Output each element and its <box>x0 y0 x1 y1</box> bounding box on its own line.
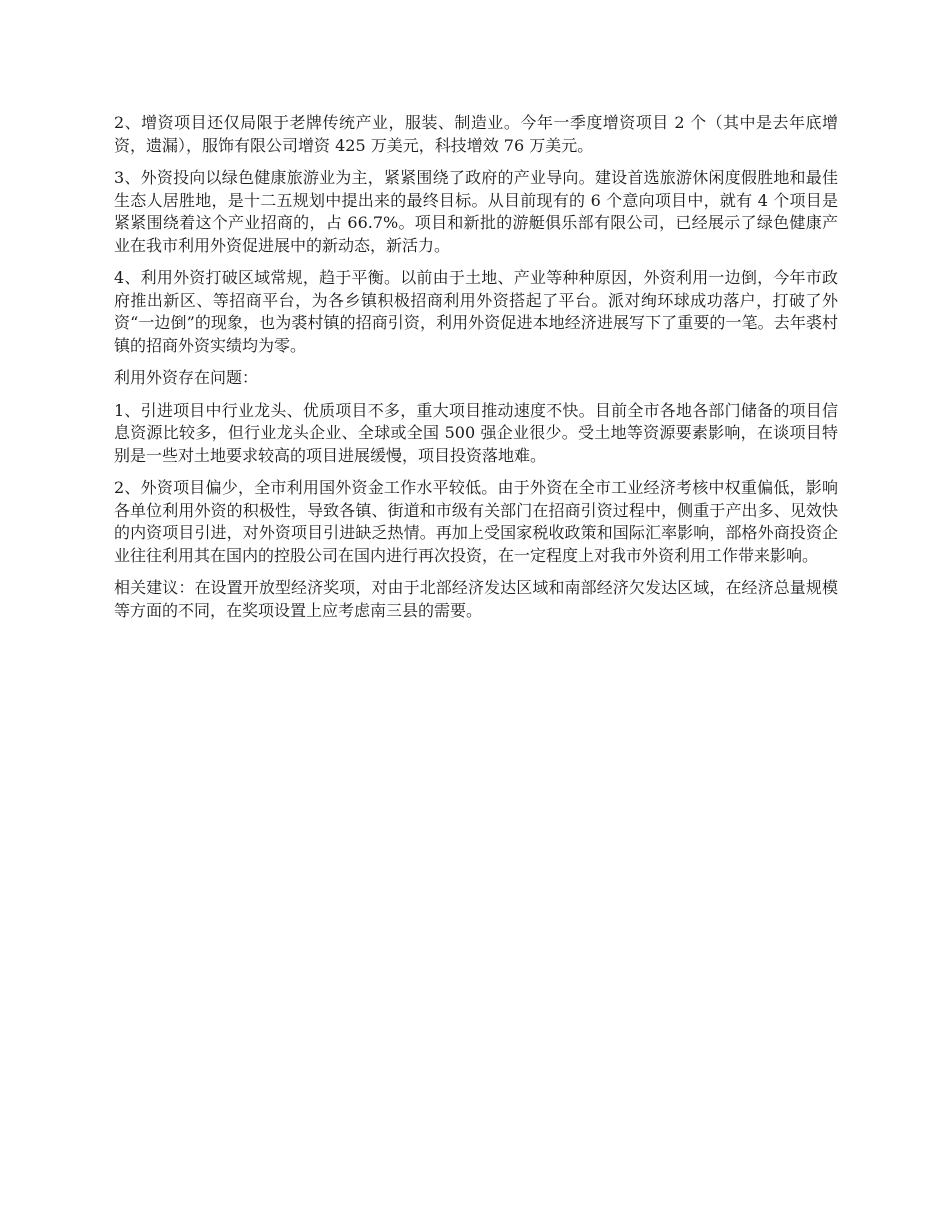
paragraph-regional-balance: 4、利用外资打破区域常规，趋于平衡。以前由于土地、产业等种种原因，外资利用一边倒，今年市政府推出新区、等招商平台，为各乡镇积极招商利用外资搭起了平台。派对绚环球成功落户，打破了外资“一边倒”的现象，也为裘村镇的招商引资，利用外资促进本地经济进展写下了重要的一笔。去年裘村镇的招商外资实绩均为零。 <box>114 268 838 355</box>
paragraph-capital-increase: 2、增资项目还仅局限于老牌传统产业，服装、制造业。今年一季度增资项目 2 个（其中是去年底增资，遗漏），服饰有限公司增资 425 万美元，科技增效 76 万美元。 <box>114 113 838 155</box>
section-heading-problems: 利用外资存在问题： <box>114 368 259 387</box>
paragraph-problem-2: 2、外资项目偏少，全市利用国外资金工作水平较低。由于外资在全市工业经济考核中权重偏低，影响各单位利用外资的积极性，导致各镇、街道和市级有关部门在招商引资过程中，侧重于产出多、见效快的内资项目引进，对外资项目引进缺乏热情。再加上受国家税收政策和国际汇率影响，部格外商投资企业往往利用其在国内的控股公司在国内进行再次投资，在一定程度上对我市外资利用工作带来影响。 <box>114 478 838 565</box>
document-page <box>114 112 838 632</box>
paragraph-suggestion: 相关建议：在设置开放型经济奖项，对由于北部经济发达区域和南部经济欠发达区域，在经济总量规模等方面的不同，在奖项设置上应考虑南三县的需要。 <box>114 578 838 620</box>
paragraph-green-tourism: 3、外资投向以绿色健康旅游业为主，紧紧围绕了政府的产业导向。建设首选旅游休闲度假胜地和最佳生态人居胜地，是十二五规划中提出来的最终目标。从目前现有的 6 个意向项目中，就有 4 个项目是紧紧围绕着这个产业招商的，占 66.7%。项目和新批的游艇俱乐部有限公司，已经展示了绿色健康产业在我市利用外资促进展中的新动态，新活力。 <box>114 168 838 255</box>
paragraph-problem-1: 1、引进项目中行业龙头、优质项目不多，重大项目推动速度不快。目前全市各地各部门储备的项目信息资源比较多，但行业龙头企业、全球或全国 500 强企业很少。受土地等资源要素影响，在谈项目特别是一些对土地要求较高的项目进展缓慢，项目投资落地难。 <box>114 400 838 465</box>
